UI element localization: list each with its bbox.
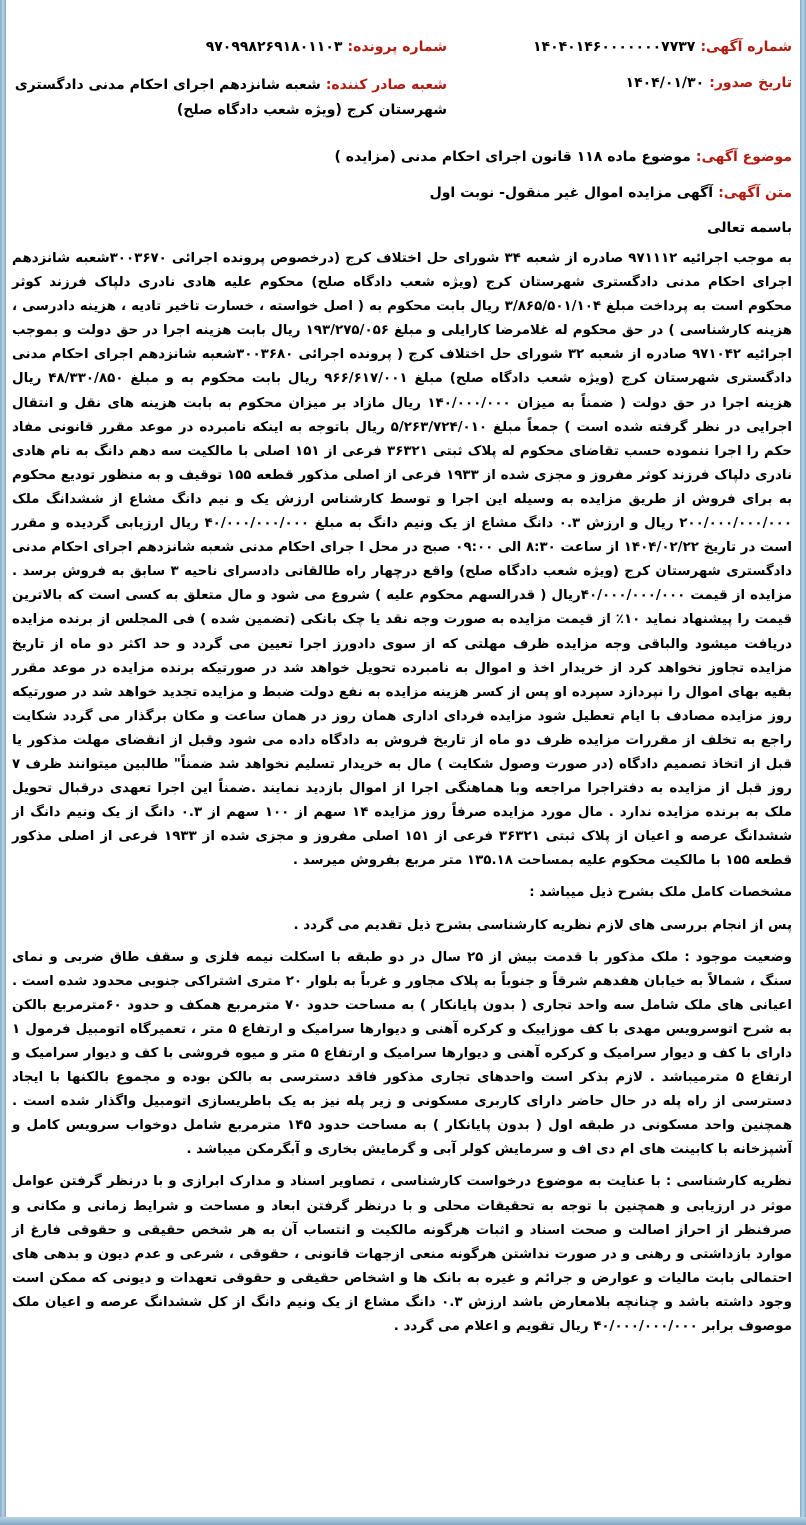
paragraph-expert-intro: پس از انجام بررسی های لازم نظریه کارشناسی بشرح ذیل تقدیم می گردد . — [293, 917, 792, 933]
file-number-row — [206, 36, 447, 55]
issue-date-value: ۱۴۰۴/۰۱/۳۰ — [625, 75, 705, 91]
window-frame-bottom — [0, 1517, 806, 1525]
issuing-branch-value: شعبه شانزدهم اجرای احکام مدنی دادگستری شهرستان کرج (ویژه شعب دادگاه صلح) — [14, 77, 447, 118]
paragraph-expert-opinion: نظریه کارشناسی : با عنایت به موضوع درخواست کارشناسی ، تصاویر اسناد و مدارک ابرازی و با درنظر گرفتن عوامل موثر در ارزیابی و همچنین با توجه به تحقیقات محلی و با درنظر گرفتن ابعاد و مساحت و شرایط زمانی و مکانی و صرفنظر از احراز اصالت و صحت اسناد و اثبات هرگونه مالکیت و انتساب آن به هر شخص حقیقی و حقوقی فارغ از موارد بازداشتی و رهنی و در صورت نداشتن هرگونه منعی ازجهات قانونی ، حقوقی ، شرعی و عدم دیون و بدهی های احتمالی بابت مالیات و عوارض و جرائم و غیره به بانک ها و اشخاص حقیقی و حقوقی تعهدات و دیونی که ممکن است وجود داشته باشد و چنانچه بلامعارض باشد ارزش ۰.۳ دانگ مشاع از یک ونیم دانگ از کل ششدانگ عرصه و اعیان ملک موصوف برابر ۴۰/۰۰۰/۰۰۰/۰۰۰ ریال تقویم و اعلام می گردد . — [12, 1174, 793, 1335]
notice-number-label: شماره آگهی: — [700, 39, 792, 55]
paragraph-current-status: وضعیت موجود : ملک مذکور با قدمت بیش از ۲۵ سال در دو طبقه با اسکلت نیمه فلزی و سقف طاق ضربی و نمای سنگ ، شمالاً به خیابان هفدهم شرقاً و جنوباً به پلاک مجاور و غرباً به بلوار ۲۰ متری اشتراکی جنوبی محدود شده است . اعیانی های ملک شامل سه واحد تجاری ( بدون پایانکار ) به مساحت حدود ۷۰ مترمربع همکف و حدود ۶۰مترمربع بالکن به شرح اتوسرویس مهدی با کف موزاییک و کرکره آهنی و دیوارها سرامیک و ارتفاع ۵ متر ، تعمیرگاه اتومبیل فرمول ۱ دارای با کف و دیوار سرامیک و کرکره آهنی و دیوارها سرامیک و ارتفاع ۵ متر و میوه فروشی با کف و دیوار سرامیک و ارتفاع ۵ مترمیباشد . لازم بذکر است واحدهای تجاری مذکور فاقد دسترسی به بالکن بوده و مجموع بالکنها با ایجاد دسترسی از راه پله در حال حاضر دارای کاربری مسکونی و زیر پله نیز به یک باطریسازی اتومبیل واگذار شده است . همچنین واحد مسکونی در طبقه اول ( بدون پایانکار ) به مساحت حدود ۱۴۵ مترمربع شامل دوخواب سرویس کامل و آشپزخانه با کابینت های ام دی اف و سرمایش کولر آبی و گرمایش بخاری و آبگرمکن میباشد . — [12, 949, 793, 1158]
window-frame-left — [0, 0, 6, 1525]
bismillah-heading: باسمه تعالی — [707, 220, 792, 236]
paragraph-property-heading: مشخصات کامل ملک بشرح ذیل میباشد : — [529, 885, 792, 901]
subject-value: موضوع ماده ۱۱۸ قانون اجرای احکام مدنی (مزایده ) — [334, 149, 691, 165]
file-number-label: شماره پرونده: — [347, 39, 447, 55]
notice-document — [12, 0, 792, 1517]
subject-label: موضوع آگهی: — [695, 149, 792, 165]
notice-text-row — [430, 182, 792, 201]
paragraph-auction-details: به موجب اجرائیه ۹۷۱۱۱۲ صادره از شعبه ۳۴ شورای حل اختلاف کرج (درخصوص پرونده اجرائی ۳۰۰۳۶۷۰شعبه شانزدهم اجرای احکام مدنی دادگستری شهرستان کرج (ویژه شعب دادگاه صلح) محکوم علیه هادی نادری دلپاک فرزند کوثر محکوم است به پرداخت مبلغ ۳/۸۶۵/۵۰۱/۱۰۴ ریال بابت محکوم به ( اصل خواسته ، خسارت تاخیر تادیه ، هزینه دادرسی ، هزینه کارشناسی ) در حق محکوم له غلامرضا کارایلی و مبلغ ۱۹۳/۲۷۵/۰۵۶ ریال بابت هزینه اجرا در حق دولت و بموجب اجرائیه ۹۷۱۰۴۲ صادره از شعبه ۳۲ شورای حل اختلاف کرج ( پرونده اجرائی ۳۰۰۳۶۸۰شعبه شانزدهم اجرای احکام مدنی دادگستری شهرستان کرج (ویژه شعب دادگاه صلح) مبلغ ۹۶۶/۶۱۷/۰۰۱ ریال بابت محکوم به و مبلغ ۴۸/۳۳۰/۸۵۰ ریال هزینه اجرا در حق دولت ( ضمناً به میزان ۱۴۰/۰۰۰/۰۰۰ ریال مازاد بر میزان محکوم به بابت هزینه های نقل و انتقال اجرایی در نظر گرفته شده است ) جمعاً مبلغ ۵/۲۶۳/۷۲۴/۰۱۰ ریال باتوجه به اینکه نامبرده در موعد مقرر قانونی مفاد حکم را اجرا ننموده حسب تقاضای محکوم له پلاک ثبتی ۳۶۳۲۱ فرعی از ۱۵۱ اصلی با مالکیت سه دهم دانگ به نام هادی نادری دلپاک فرزند کوثر مفروز و مجزی شده از ۱۹۳۳ فرعی از اصلی مذکور قطعه ۱۵۵ توقیف و به منظور تودیع محکوم به برای فروش از طریق مزایده به وسیله این اجرا و توسط کارشناس ارزش یک و نیم دانگ مشاع از ششدانگ ملک ۲۰۰/۰۰۰/۰۰۰/۰۰۰ ریال و ارزش ۰.۳ دانگ مشاع از یک ونیم دانگ به مبلغ ۴۰/۰۰۰/۰۰۰/۰۰۰ ریال ارزیابی گردیده و مقرر است در تاریخ ۱۴۰۴/۰۲/۲۲ از ساعت ۸:۳۰ الی ۰۹:۰۰ صبح در محل ا جرای احکام مدنی شعبه شانزدهم اجرای احکام مدنی دادگستری شهرستان کرج (ویژه شعب دادگاه صلح) واقع درچهار راه طالقانی دادسرای ناحیه ۳ سابق به فروش برسد . مزایده از قیمت ۴۰/۰۰۰/۰۰۰/۰۰۰ریال ( قدرالسهم محکوم علیه ) شروع می شود و مال متعلق به کسی است که بالاترین قیمت را پیشنهاد نماید ۱۰٪ از قیمت مزایده به صورت وجه نقد یا چک بانکی (تضمین شده ) فی المجلس از برنده مزایده دریافت میشود والباقی وجه مزایده ظرف مهلتی که از سوی دادورز اجرا تعیین می گردد و حد اکثر دو ماه از تاریخ مزایده تجاوز نخواهد کرد از خریدار اخذ و اموال به نامبرده تحویل خواهد شد در صورتیکه برنده مزایده در موعد مقرر بقیه بهای اموال را نپردازد سپرده او پس از کسر هزینه مزایده به نفع دولت ضبط و مزایده تجدید خواهد شد در صورتیکه روز مزایده مصادف با ایام تعطیل شود مزایده فردای اداری همان روز در همان ساعت و مکان برگذار می گردد شکایت راجع به تخلف از مقررات مزایده ظرف دو ماه از تاریخ فروش به دادگاه داده می شود وقبل از انقضای مهلت مذکور یا قبل از اتخاذ تصمیم دادگاه (در صورت وصول شکایت ) مال به خریدار تسلیم نخواهد شد ضمناً" طالبین میتوانند ظرف ۷ روز قبل از مزایده به دفتراجرا مراجعه وبا هماهنگی اجرا از اموال بازدید نمایند .ضمناً این اجرا تعهدی درقبال تحویل ملک به برنده مزایده ندارد . مال مورد مزایده صرفاً روز مزایده ۱۴ سهم از ۱۰۰ سهم از ۰.۳ دانگ از یک ونیم دانگ از ششدانگ عرصه و اعیان از پلاک ثبتی ۳۶۳۲۱ فرعی از ۱۵۱ اصلی مفروز و مجزی شده از ۱۹۳۳ فرعی از اصلی مذکور قطعه ۱۵۵ با مالکیت محکوم علیه بمساحت ۱۳۵.۱۸ متر مربع بفروش میرسد . — [12, 251, 793, 869]
issue-date-label: تاریخ صدور: — [709, 75, 792, 91]
subject-row — [335, 146, 793, 165]
window-frame-right — [800, 0, 806, 1525]
notice-body — [12, 247, 792, 1339]
notice-text-label: متن آگهی: — [718, 185, 792, 201]
notice-text-value: آگهی مزایده اموال غیر منقول- نوبت اول — [429, 185, 714, 201]
notice-number-value: ۱۴۰۴۰۱۴۶۰۰۰۰۰۰۰۷۷۳۷ — [532, 39, 696, 55]
issue-date-row — [626, 72, 792, 91]
issuing-branch-label: شعبه صادر کننده: — [325, 77, 447, 93]
file-number-value: ۹۷۰۹۹۸۲۶۹۱۸۰۱۱۰۳ — [205, 39, 343, 55]
issuing-branch-row — [7, 72, 447, 122]
notice-number-row — [533, 36, 792, 55]
